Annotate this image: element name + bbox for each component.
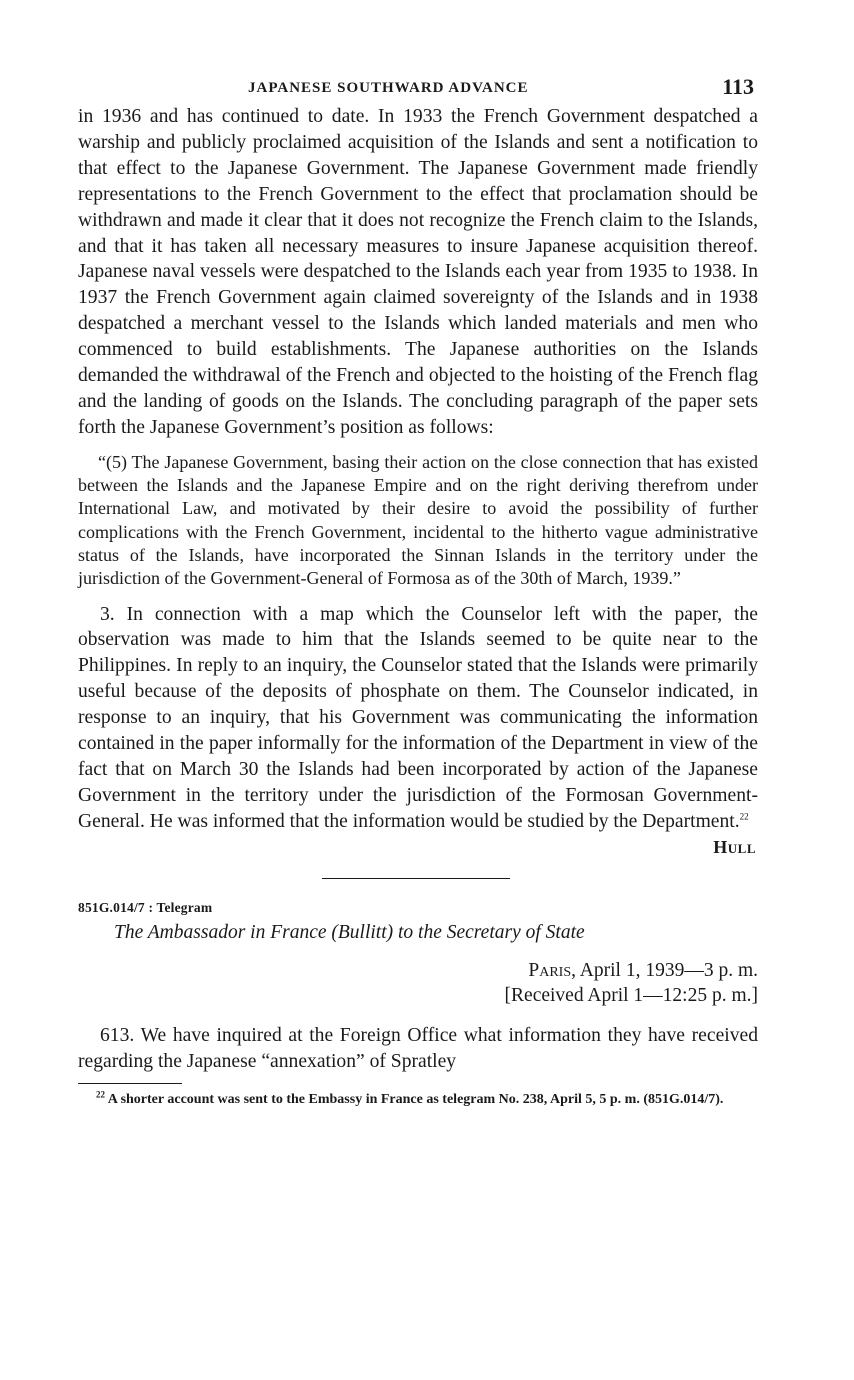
dateline-place: Paris — [528, 959, 572, 981]
document-heading: The Ambassador in France (Bullitt) to the Secretary of State — [114, 921, 585, 943]
date-line — [78, 958, 758, 983]
footnote-rule — [78, 1083, 182, 1084]
footnote-marker: 22 — [96, 1088, 105, 1099]
footnote-text: A shorter account was sent to the Embassy in France as telegram No. 238, April 5, 5 p. m. (851G.014/7). — [107, 1091, 724, 1107]
paragraph-3 — [78, 602, 758, 835]
dateline — [78, 958, 758, 1008]
paragraph-613: 613. We have inquired at the Foreign Office what information they have received regarding the Japanese “annexation” of Spratley — [78, 1024, 758, 1072]
footnote-22 — [78, 1090, 758, 1109]
signature: Hull — [713, 836, 756, 857]
page-number: 113 — [722, 74, 754, 99]
running-title: JAPANESE SOUTHWARD ADVANCE — [248, 80, 529, 96]
footnote-reference-22: 22 — [739, 811, 749, 822]
dateline-date: , April 1, 1939—3 p. m. — [571, 959, 758, 981]
received-line: [Received April 1—12:25 p. m.] — [504, 984, 758, 1006]
section-divider — [322, 878, 510, 879]
block-quote: “(5) The Japanese Government, basing their action on the close connection that has existed between the Islands and the Japanese Empire and on the right deriving therefrom under International Law, and motivated by their desire to avoid the possibility of further complications with the French Government, incidental to the hitherto vague administrative status of the Islands, have incorporated the Sinnan Islands in the territory under the jurisdiction of the Government-General of Formosa as of the 30th of March, 1939.” — [78, 451, 758, 589]
file-reference: 851G.014/7 : Telegram — [78, 899, 213, 915]
paragraph-3-text: 3. In connection with a map which the Counselor left with the paper, the observation was made to him that the Islands seemed to be quite near to the Philippines. In reply to an inquiry, the Counselor stated that the Islands were primarily useful because of the deposits of phosphate on them. The Counselor indicated, in response to an inquiry, that his Government was communicating the information contained in the paper informally for the information of the Department in view of the fact that on March 30 the Islands had been incorporated by action of the Japanese Government in the territory under the jurisdiction of the Formosan Government-General. He was informed that the information would be studied by the Department. — [78, 603, 758, 832]
document-page — [78, 68, 758, 1109]
running-header — [78, 68, 758, 104]
paragraph-1: in 1936 and has continued to date. In 1933 the French Government despatched a warship and publicly proclaimed acquisition of the Islands and sent a notification to that effect to the Japanese Government. The Japanese Government made friendly representations to the French Government to the effect that proclamation should be withdrawn and made it clear that it does not recognize the French claim to the Islands, and that it has taken all necessary measures to insure Japanese acquisition thereof. Japanese naval vessels were despatched to the Islands each year from 1935 to 1938. In 1937 the French Government again claimed sovereignty of the Islands and in 1938 despatched a merchant vessel to the Islands which landed materials and men who commenced to build establishments. The Japanese authorities on the Islands demanded the withdrawal of the French and objected to the hoisting of the French flag and the landing of goods on the Islands. The concluding paragraph of the paper sets forth the Japanese Government’s position as follows: — [78, 106, 758, 438]
